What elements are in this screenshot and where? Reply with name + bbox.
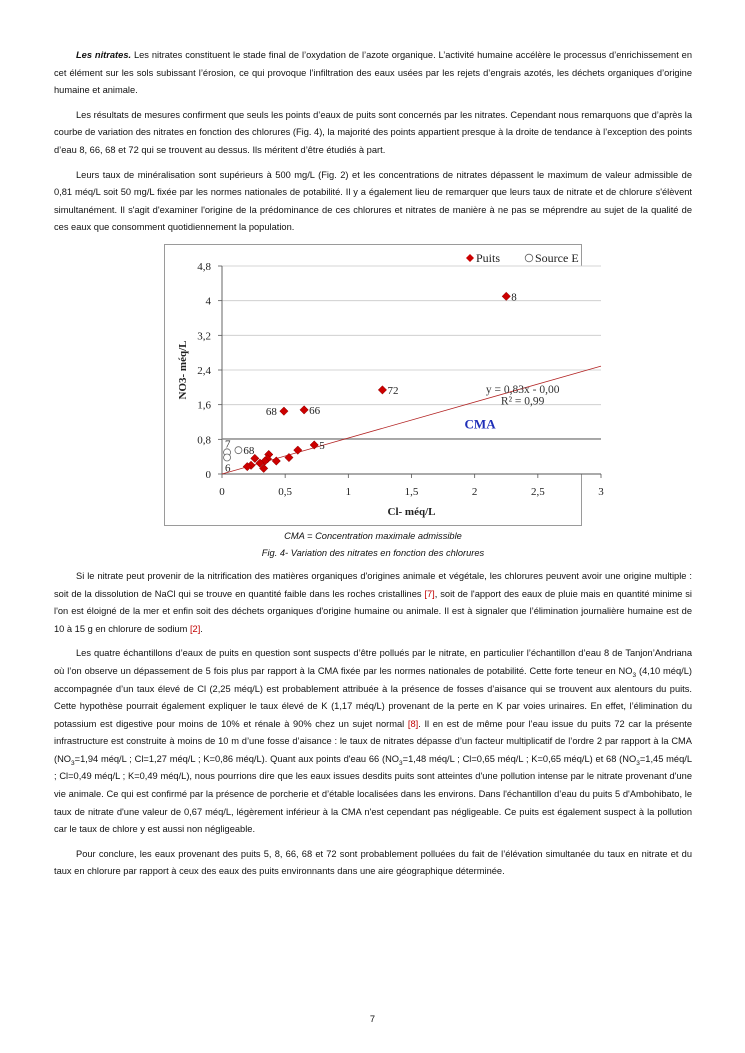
y-tick-label: 0 [205,468,211,481]
point-label: 68 [265,406,277,419]
paragraph-nitrates-intro [54,47,692,100]
y-axis-label: NO3- méq/L [177,340,189,400]
subscript: 3 [399,759,403,767]
paragraph-samples [54,645,692,839]
x-tick-label: 2 [471,485,478,498]
paragraph-text: . [200,623,203,634]
trend-r2: R² = 0,99 [500,395,545,408]
x-tick-label: 3 [598,485,604,498]
paragraph-results: Les résultats de mesures confirment que seuls les points d’eaux de puits sont concernés par les nitrates. Cependant nous remarquons que d’après la courbe de variation des nitrates en fonction des chlorures (Fig. 4), la majorité des points appartient presque à la droite de tendance à l’exception des points d’eau 8, 66, 68 et 72 qui se trouvent au dessus. Ils méritent d’être étudiés à part. [54,109,692,155]
trend-equation: y = 0,83x - 0,00 [485,383,560,396]
figure-captions [54,528,692,562]
legend-marker-source [525,254,533,262]
page-number: 7 [369,1014,376,1024]
paragraph-text: =1,45 méq/L ; Cl=0,49 méq/L ; K=0,49 méq/L), nous pourrions dire que les eaux issues desdits puits sont atteintes d'une pollution intense par le nitrate provenant d'une vie animale. Ce qui est confirmé par la présence de porcherie et d’étable localisées dans les environs. Dans l'échantillon d’eau du puits 5 d'Ambohibato, le taux de nitrate d'une valeur de 0,67 méq/L, légèrement inférieur à la CMA n'est cependant pas négligeable. Ce puits est également suspect à la pollution car le taux de chlore y est aussi non négligeable. [54,753,693,835]
reference-link[interactable]: [8] [407,718,419,729]
point-label: 8 [511,291,517,304]
page-content [54,47,692,888]
y-tick-label: 2,4 [197,364,211,377]
x-tick-label: 0,5 [278,485,293,498]
paragraph-text: Si le nitrate peut provenir de la nitrification des matières organiques d'origines animale et végétale, les chlorures peuvent avoir une origine multiple : soit de la dissolution de NaCl qui se trouve en quantité faible dans les roches cristallines [54,570,692,599]
paragraph-text: =1,94 méq/L ; Cl=1,27 méq/L ; K=0,86 méq/L). Quant aux points d'eau 66 (NO [74,753,400,764]
paragraph-origins [54,568,692,638]
paragraph-text: Les nitrates constituent le stade final de l’oxydation de l’azote organique. L’activité humaine accélère le processus d’enrichissement en cet élément sur les sols subissant l’érosion, ce qui provoque l’infiltration des eaux usées par les rejets d’engrais azotés, les déchets organiques d’origine humaine et animale. [54,50,692,96]
point-label: 7 [225,438,231,451]
point-label: 6 [225,462,231,475]
figure-4 [54,244,692,526]
data-point-source [235,447,242,454]
y-tick-label: 1,6 [197,399,211,412]
paragraph-text: . Il en est de même pour l’eau issue du puits 72 car la présente infrastructure est construite à moins de 10 m d’une fosse d’aisance : le taux de nitrates dépasse d’un facteur multiplicatif de l’ordre 2 par rapport à la CMA (NO [54,718,692,764]
paragraph-conclusion: Pour conclure, les eaux provenant des puits 5, 8, 66, 68 et 72 sont probablement polluées du fait de l’élévation simultanée du taux en nitrate et du taux en chlorure par rapport à ceux des eaux des puits environnants dans une aire géographique déterminée. [54,848,692,877]
x-tick-label: 2,5 [530,485,545,498]
y-tick-label: 4,8 [197,260,211,273]
point-label: 68 [243,445,255,458]
paragraph-text: =1,48 méq/L ; Cl=0,65 méq/L ; K=0,65 méq/L) et 68 (NO [402,753,637,764]
chart-frame [164,244,604,526]
legend-marker-puits [466,254,474,262]
paragraph-mineralisation: Leurs taux de minéralisation sont supérieurs à 500 mg/L (Fig. 2) et les concentrations de nitrates dépassent le maximum de valeur admissible de 0,81 méq/L soit 50 mg/L fixée par les normes nationales de potabilité. Il y a également lieu de remarquer que leurs taux de nitrate et de chlorure s'élèvent simultanément. Il s'agit d'examiner l'origine de la prédominance de ces chlorures et nitrates de manière à ne pas se méprendre au sujet de la qualité de ces eaux que consomment quotidiennement la population. [54,169,692,233]
x-axis-label: Cl- méq/L [387,505,436,518]
data-point-source [224,454,231,461]
caption-cma: CMA = Concentration maximale admissible [284,530,462,541]
reference-link[interactable]: [7] [424,588,435,599]
scatter-chart [165,245,604,525]
cma-label: CMA [464,416,496,432]
paragraph-text: (4,10 méq/L) accompagnée d’un taux élevé de Cl (2,25 méq/L) est probablement attribuée à la présence de fosses d’aisance qui se trouvent aux alentours du puits. Cette hypothèse pourrait également expliquer le taux élevé de K (1,17 méq/L) provenant de la perte en K par voies urinaires. En effet, l’élimination du potassium est digestive pour moins de 10% et rénale à 90% chez un sujet normal [54,665,692,729]
reference-link[interactable]: [2] [189,623,201,634]
y-tick-label: 3,2 [197,330,211,343]
subscript: 3 [636,759,640,767]
subscript: 3 [632,671,637,679]
point-label: 72 [387,384,399,397]
x-tick-label: 0 [219,485,225,498]
section-title-nitrates: Les nitrates. [76,50,132,60]
y-tick-label: 4 [205,295,211,308]
point-label: 5 [319,439,325,452]
subscript: 3 [71,759,75,767]
legend-label-source: Source E [535,250,579,265]
x-tick-label: 1,5 [404,485,419,498]
caption-figure: Fig. 4- Variation des nitrates en fonction des chlorures [261,547,485,558]
legend-label-puits: Puits [476,250,501,265]
paragraph-text: , soit de l'apport des eaux de pluie mais en quantité minime si l'on est éloigné de la mer et enfin soit des déchets organiques d'origine humaine ou animale. Il est à signaler que l’élimination journalière humaine est de 10 à 15 g en chlorure de sodium [54,588,692,634]
paragraph-text: Les quatre échantillons d’eaux de puits en question sont suspects d’être pollués par le nitrate, en particulier l’échantillon d’eau 8 de Tanjon’Andriana où l’on observe un dépassement de 5 fois plus par rapport à la CMA fixée par les normes nationales de potabilité. Cette forte teneur en NO [54,648,692,676]
y-tick-label: 0,8 [197,434,211,447]
x-tick-label: 1 [345,485,352,498]
point-label: 66 [309,404,321,417]
